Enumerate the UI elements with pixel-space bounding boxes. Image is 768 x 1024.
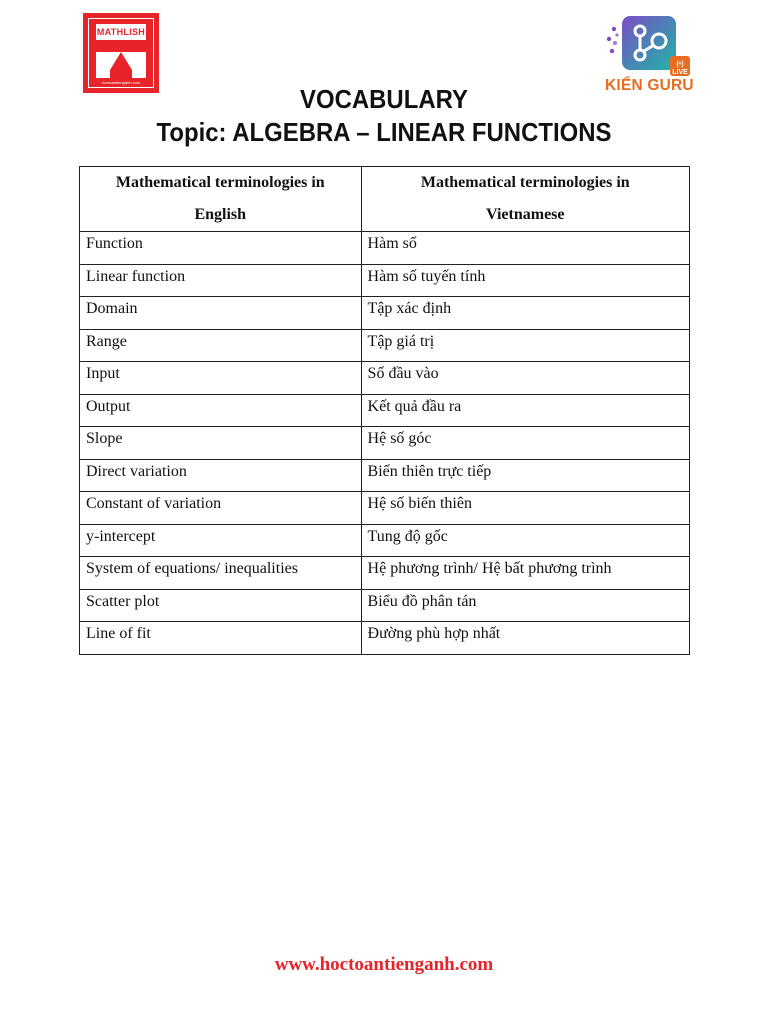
term-vietnamese: Biến thiên trực tiếp [361, 459, 689, 492]
mathlish-logo [83, 13, 159, 93]
page-topic: Topic: ALGEBRA – LINEAR FUNCTIONS [156, 117, 612, 147]
term-english: Input [80, 362, 362, 395]
live-badge-text: LIVE [672, 69, 688, 76]
term-vietnamese: Đường phù hợp nhất [361, 622, 689, 655]
table-row [80, 329, 690, 362]
table-header-row [80, 167, 690, 232]
table-row [80, 297, 690, 330]
term-vietnamese: Kết quả đầu ra [361, 394, 689, 427]
header-english-line1: Mathematical terminologies in [115, 174, 325, 191]
table-row [80, 232, 690, 265]
term-english: Constant of variation [80, 492, 362, 525]
term-vietnamese: Hệ phương trình/ Hệ bất phương trình [361, 557, 689, 590]
table-row [80, 394, 690, 427]
table-row [80, 427, 690, 460]
table-row [80, 492, 690, 525]
term-english: Linear function [80, 264, 362, 297]
term-english: Line of fit [80, 622, 362, 655]
table-row [80, 557, 690, 590]
term-english: Range [80, 329, 362, 362]
term-vietnamese: Tập giá trị [361, 329, 689, 362]
term-vietnamese: Hệ số góc [361, 427, 689, 460]
term-vietnamese: Hệ số biến thiên [361, 492, 689, 525]
header-vietnamese-line1: Mathematical terminologies in [420, 174, 630, 191]
header-english [80, 167, 362, 232]
kien-guru-text: KIẾN GURU [605, 77, 694, 94]
term-english: Direct variation [80, 459, 362, 492]
table-row [80, 264, 690, 297]
live-badge-prefix: (•) [676, 61, 684, 68]
vocabulary-table [79, 166, 690, 655]
term-english: Slope [80, 427, 362, 460]
table-body [80, 232, 690, 655]
table-row [80, 622, 690, 655]
term-vietnamese: Số đầu vào [361, 362, 689, 395]
table-row [80, 362, 690, 395]
mathlish-logo-v [110, 52, 132, 70]
term-vietnamese: Tung độ gốc [361, 524, 689, 557]
mathlish-logo-url: hoctoantienganh.com [101, 80, 141, 85]
header-english-line2: English [194, 206, 247, 223]
term-english: Domain [80, 297, 362, 330]
footer-url: www.hoctoantienganh.com [274, 954, 494, 975]
term-vietnamese: Biểu đồ phân tán [361, 589, 689, 622]
table-row [80, 589, 690, 622]
table-row [80, 459, 690, 492]
table-row [80, 524, 690, 557]
mathlish-logo-stem-right [132, 52, 146, 78]
mathlish-logo-text: MATHLISH [96, 27, 146, 37]
header-vietnamese-line2: Vietnamese [486, 206, 565, 223]
term-english: Function [80, 232, 362, 265]
header-vietnamese [361, 167, 689, 232]
term-english: Scatter plot [80, 589, 362, 622]
mathlish-logo-stem-left [96, 52, 110, 78]
live-badge [670, 56, 690, 76]
term-english: Output [80, 394, 362, 427]
page-title: VOCABULARY [300, 84, 468, 114]
term-vietnamese: Hàm số [361, 232, 689, 265]
term-vietnamese: Tập xác định [361, 297, 689, 330]
term-english: y-intercept [80, 524, 362, 557]
term-english: System of equations/ inequalities [80, 557, 362, 590]
term-vietnamese: Hàm số tuyến tính [361, 264, 689, 297]
